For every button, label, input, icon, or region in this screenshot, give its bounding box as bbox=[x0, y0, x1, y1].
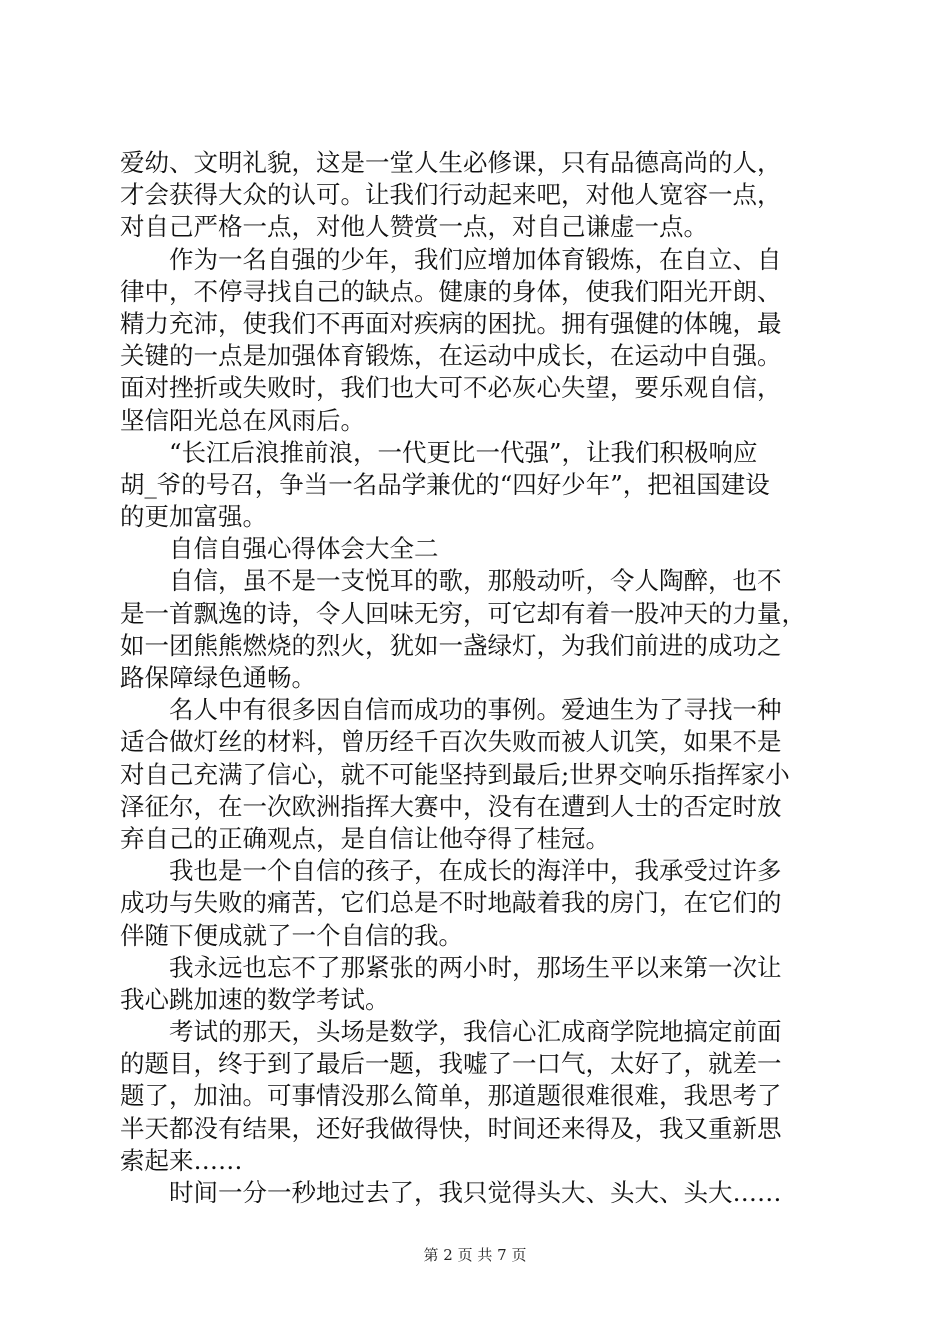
text-line: 才会获得大众的认可。让我们行动起来吧，对他人宽容一点， bbox=[120, 180, 782, 210]
text-line: 题了，加油。可事情没那么简单，那道题很难很难，我思考了 bbox=[120, 1081, 782, 1111]
text-line: 泽征尔，在一次欧洲指挥大赛中，没有在遭到人士的否定时放 bbox=[120, 791, 782, 821]
text-line: 半天都没有结果，还好我做得快，时间还来得及，我又重新思 bbox=[120, 1113, 782, 1143]
text-line: 律中，不停寻找自己的缺点。健康的身体，使我们阳光开朗、 bbox=[120, 276, 782, 306]
text-line: 伴随下便成就了一个自信的我。 bbox=[120, 920, 463, 950]
text-line: 索起来…… bbox=[120, 1145, 243, 1175]
text-line: 作为一名自强的少年，我们应增加体育锻炼，在自立、自 bbox=[120, 244, 782, 274]
text-line: 是一首飘逸的诗，令人回味无穷，可它却有着一股冲天的力量， bbox=[120, 598, 806, 628]
page-number: 第 2 页 共 7 页 bbox=[423, 1246, 527, 1264]
text-line: 爱幼、文明礼貌，这是一堂人生必修课，只有品德高尚的人， bbox=[120, 148, 782, 177]
text-line: 弃自己的正确观点，是自信让他夺得了桂冠。 bbox=[120, 823, 610, 853]
page-footer bbox=[0, 1245, 950, 1265]
section-heading: 自信自强心得体会大全二 bbox=[120, 534, 439, 564]
text-line: 胡_爷的号召，争当一名品学兼优的“四好少年”，把祖国建设 bbox=[120, 469, 770, 499]
text-line: 对自己严格一点，对他人赞赏一点，对自己谦虚一点。 bbox=[120, 212, 708, 242]
text-line: 我心跳加速的数学考试。 bbox=[120, 984, 390, 1014]
text-line: 考试的那天，头场是数学，我信心汇成商学院地搞定前面 bbox=[120, 1017, 782, 1047]
text-line: 关键的一点是加强体育锻炼，在运动中成长，在运动中自强。 bbox=[120, 341, 782, 371]
text-line: 适合做灯丝的材料，曾历经千百次失败而被人讥笑，如果不是 bbox=[120, 727, 782, 757]
text-line: 名人中有很多因自信而成功的事例。爱迪生为了寻找一种 bbox=[120, 695, 782, 725]
text-line: 坚信阳光总在风雨后。 bbox=[120, 405, 365, 435]
text-line: 自信，虽不是一支悦耳的歌，那般动听，令人陶醉，也不 bbox=[120, 566, 782, 596]
text-line: 如一团熊熊燃烧的烈火，犹如一盏绿灯，为我们前进的成功之 bbox=[120, 630, 782, 660]
text-line: 的题目，终于到了最后一题，我嘘了一口气，太好了，就差一 bbox=[120, 1049, 782, 1079]
text-line: 我永远也忘不了那紧张的两小时，那场生平以来第一次让 bbox=[120, 952, 782, 982]
document-body bbox=[120, 147, 840, 1209]
text-line: 精力充沛，使我们不再面对疾病的困扰。拥有强健的体魄，最 bbox=[120, 308, 782, 338]
text-line: 的更加富强。 bbox=[120, 502, 267, 532]
text-line: 对自己充满了信心，就不可能坚持到最后;世界交响乐指挥家小 bbox=[120, 759, 790, 789]
text-line: 成功与失败的痛苦，它们总是不时地敲着我的房门，在它们的 bbox=[120, 888, 782, 918]
text-line: 我也是一个自信的孩子，在成长的海洋中，我承受过许多 bbox=[120, 856, 782, 886]
text-line: 路保障绿色通畅。 bbox=[120, 663, 316, 692]
text-line: 面对挫折或失败时，我们也大可不必灰心失望，要乐观自信， bbox=[120, 373, 782, 403]
text-line: “长江后浪推前浪，一代更比一代强”，让我们积极响应 bbox=[120, 437, 758, 467]
text-line: 时间一分一秒地过去了，我只觉得头大、头大、头大…… bbox=[120, 1178, 782, 1207]
